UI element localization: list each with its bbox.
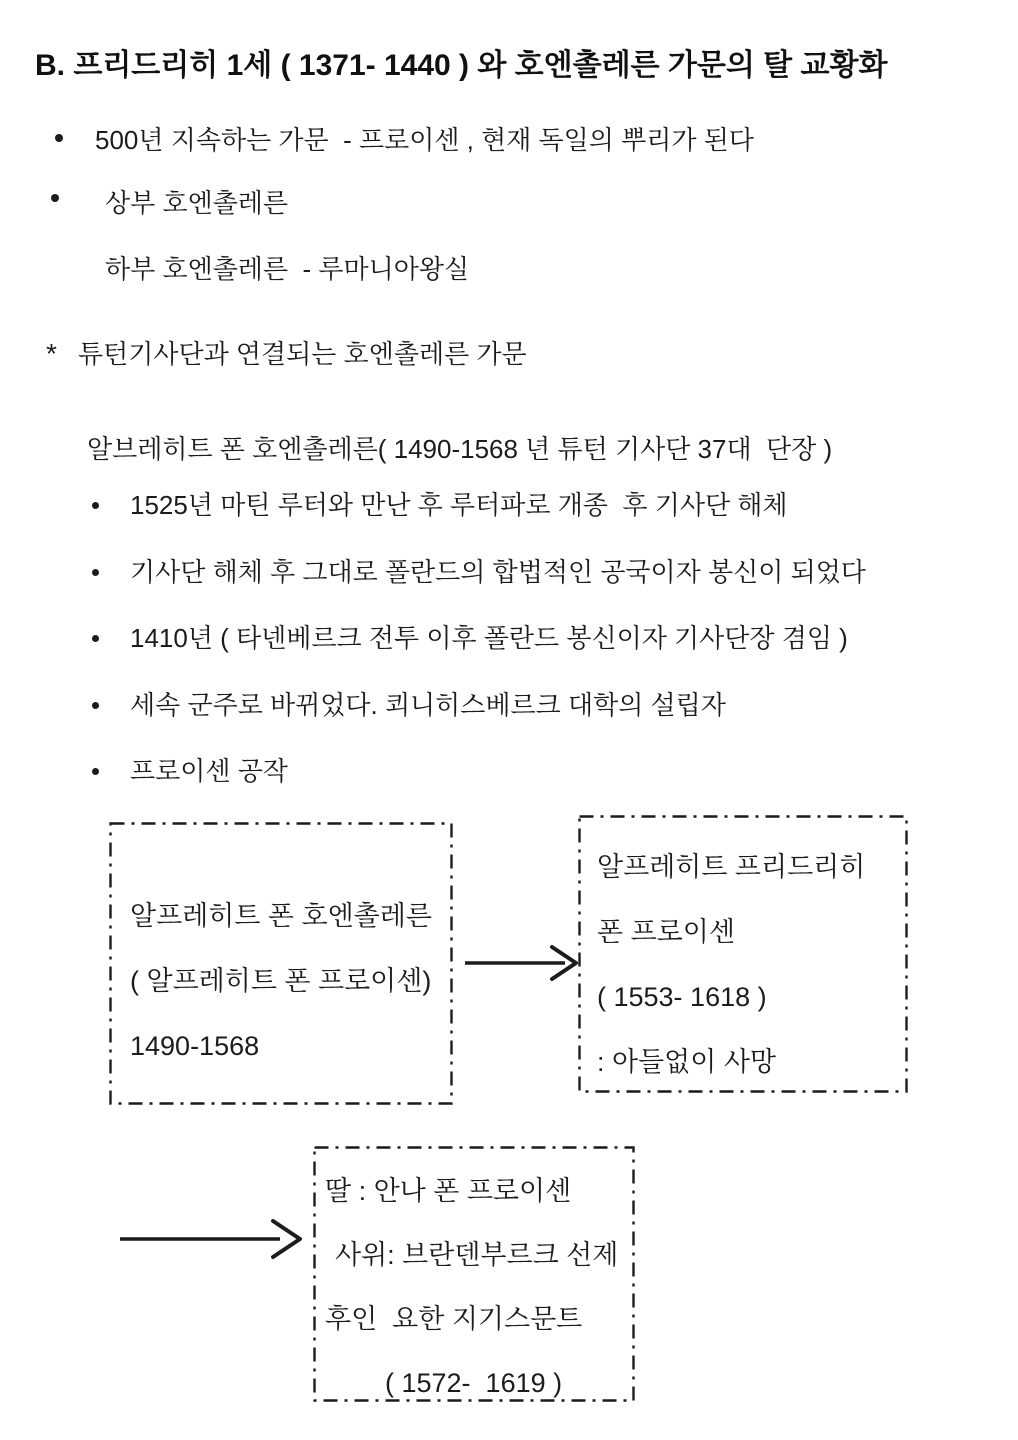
bullet-item: 세속 군주로 바뀌었다. 쾨니히스베르크 대학의 설립자 <box>130 690 726 720</box>
box-line: 폰 프로이센 <box>597 917 735 947</box>
box-line: 사위: 브란덴부르크 선제 <box>335 1240 619 1270</box>
bullet-icon <box>55 134 63 142</box>
bullet-icon <box>92 502 99 509</box>
box-albrecht-friedrich <box>578 815 908 1093</box>
box-line: ( 1553- 1618 ) <box>597 982 767 1012</box>
note-line <box>46 337 527 371</box>
box-anna <box>313 1146 635 1402</box>
box-line: 알프레히트 프리드리히 <box>597 852 866 882</box>
bullet-item: 1410년 ( 타넨베르크 전투 이후 폴란드 봉신이자 기사단장 겸임 ) <box>130 623 848 653</box>
box-line: 알프레히트 폰 호엔촐레른 <box>130 901 432 931</box>
arrow-right-icon <box>110 1211 310 1267</box>
box-line: ( 알프레히트 폰 프로이센) <box>130 966 432 996</box>
asterisk-marker: * <box>46 338 57 369</box>
section-heading: 알브레히트 폰 호엔촐레른( 1490-1568 년 튜턴 기사단 37대 단장 ) <box>87 434 833 464</box>
bullet-icon <box>92 702 99 709</box>
bullet-item: 프로이센 공작 <box>130 756 288 786</box>
note-text: 튜턴기사단과 연결되는 호엔촐레른 가문 <box>78 339 527 369</box>
page-title: B. 프리드리히 1세 ( 1371- 1440 ) 와 호엔촐레른 가문의 탈 교황화 <box>35 49 888 82</box>
bullet-item: 상부 호엔촐레른 <box>105 188 289 218</box>
bullet-item: 1525년 마틴 루터와 만난 후 루터파로 개종 후 기사단 해체 <box>130 490 788 520</box>
bullet-icon <box>92 768 99 775</box>
bullet-item: 500년 지속하는 가문 - 프로이센 , 현재 독일의 뿌리가 된다 <box>95 125 754 155</box>
box-line: 1490-1568 <box>130 1031 260 1061</box>
bullet-icon <box>51 194 59 202</box>
box-line: ( 1572- 1619 ) <box>385 1368 563 1398</box>
sub-line: 하부 호엔촐레른 - 루마니아왕실 <box>105 254 470 284</box>
box-line: 딸 : 안나 폰 프로이센 <box>325 1176 572 1206</box>
bullet-item: 기사단 해체 후 그대로 폴란드의 합법적인 공국이자 봉신이 되었다 <box>130 557 866 587</box>
bullet-icon <box>92 635 99 642</box>
bullet-icon <box>92 569 99 576</box>
arrow-right-icon <box>455 935 585 991</box>
box-line: 후인 요한 지기스문트 <box>325 1304 583 1334</box>
box-line: : 아들없이 사망 <box>597 1047 776 1077</box>
box-albrecht-hohenzollern <box>109 822 453 1105</box>
